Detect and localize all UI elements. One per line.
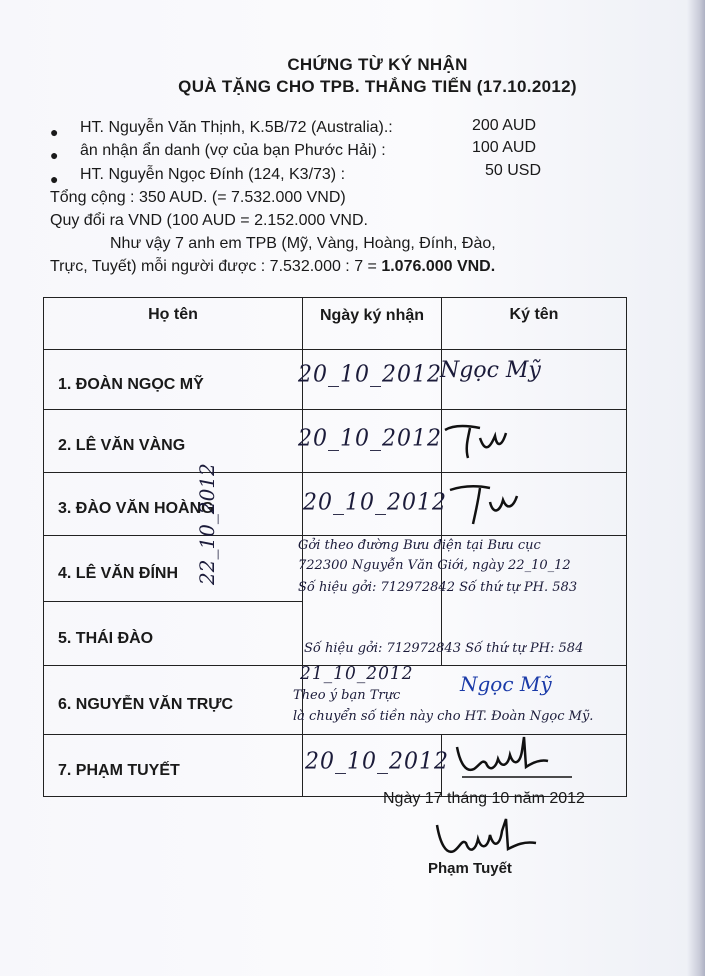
total-line: Tổng cộng : 350 AUD. (= 7.532.000 VND) — [50, 189, 346, 206]
row-name: 2. LÊ VĂN VÀNG — [44, 410, 303, 473]
row-name: 5. THÁI ĐÀO — [44, 602, 303, 666]
row-2-signature — [440, 418, 530, 463]
donation-line-2: ân nhận ẩn danh (vợ của bạn Phước Hải) : — [80, 142, 386, 159]
bullet-icon: ● — [50, 124, 59, 140]
rows-4-5-date-vertical: 22_10_2012 — [195, 463, 219, 585]
row-5-note-line-1: Số hiệu gởi: 712972843 Số thứ tự PH: 584 — [304, 641, 584, 656]
donation-amount-1: 200 AUD — [472, 117, 537, 134]
header-date: Ngày ký nhận — [303, 298, 442, 350]
donation-amount-2: 100 AUD — [472, 139, 537, 156]
row-6-signature: Ngọc Mỹ — [460, 672, 552, 696]
row-4-note-line-2: 722300 Nguyễn Văn Giới, ngày 22_10_12 — [298, 558, 571, 573]
row-3-date: 20_10_2012 — [303, 489, 447, 516]
row-1-signature: Ngọc Mỹ — [440, 358, 541, 383]
row-2-date: 20_10_2012 — [298, 425, 442, 452]
row-7-signature — [452, 733, 582, 783]
header-signature: Ký tên — [442, 298, 627, 350]
footer-signature — [432, 815, 552, 865]
donation-line-1: HT. Nguyễn Văn Thịnh, K.5B/72 (Australia).: — [80, 119, 393, 136]
share-result: 1.076.000 VND. — [381, 258, 496, 275]
row-name: 4. LÊ VĂN ĐÍNH — [44, 536, 303, 602]
row-name: 7. PHẠM TUYẾT — [44, 735, 303, 797]
row-3-signature — [445, 480, 535, 528]
bullet-icon: ● — [50, 171, 59, 187]
share-line-1: Như vậy 7 anh em TPB (Mỹ, Vàng, Hoàng, Đính, Đào, — [110, 235, 496, 252]
row-6-date: 21_10_2012 — [300, 663, 414, 685]
row-name: 3. ĐÀO VĂN HOÀNG — [44, 473, 303, 536]
header-name: Họ tên — [44, 298, 303, 350]
document-subtitle: QUÀ TẶNG CHO TPB. THẮNG TIẾN (17.10.2012) — [178, 77, 577, 96]
row-7-date: 20_10_2012 — [305, 748, 449, 775]
row-4-note-line-1: Gởi theo đường Bưu điện tại Bưu cục — [298, 538, 541, 553]
row-name: 6. NGUYỄN VĂN TRỰC — [44, 666, 303, 735]
row-1-date: 20_10_2012 — [298, 361, 442, 388]
row-name: 1. ĐOÀN NGỌC MỸ — [44, 350, 303, 410]
row-6-note-line-1: Theo ý bạn Trực — [293, 688, 401, 703]
table-header-row — [44, 298, 627, 350]
footer-name: Phạm Tuyết — [428, 860, 512, 877]
bullet-icon: ● — [50, 147, 59, 163]
donation-amount-3: 50 USD — [485, 162, 542, 179]
scan-edge-shadow — [687, 0, 705, 976]
donation-line-3: HT. Nguyễn Ngọc Đính (124, K3/73) : — [80, 166, 346, 183]
row-6-note-line-2: là chuyển số tiền này cho HT. Đoàn Ngọc Mỹ. — [293, 709, 594, 724]
footer-date: Ngày 17 tháng 10 năm 2012 — [383, 790, 585, 807]
exchange-line: Quy đổi ra VND (100 AUD = 2.152.000 VND. — [50, 212, 368, 229]
document-title: CHỨNG TỪ KÝ NHẬN — [287, 55, 468, 74]
share-line-2: Trực, Tuyết) mỗi người được : 7.532.000 : 7 = 1.076.000 VND. — [50, 258, 496, 275]
row-4-note-line-3: Số hiệu gởi: 712972842 Số thứ tự PH. 583 — [298, 580, 578, 595]
